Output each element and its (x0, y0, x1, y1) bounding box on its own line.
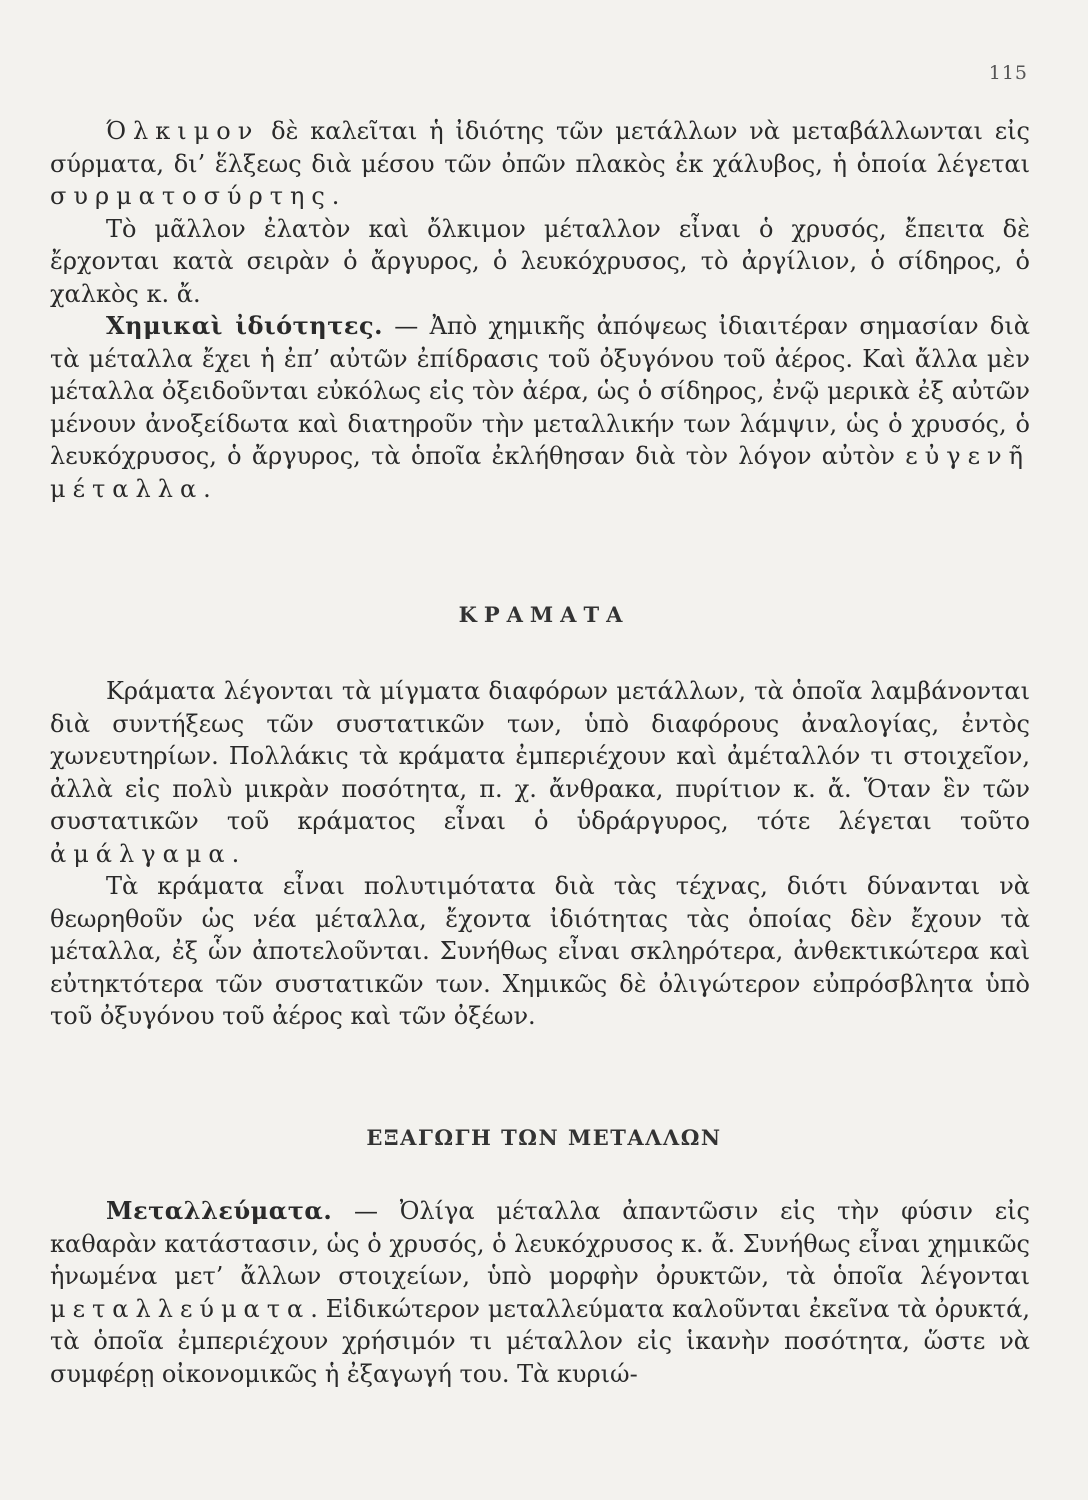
bold-lead: Μεταλλεύματα. (106, 1196, 333, 1225)
paragraph-text: Τὰ κράματα εἶναι πολυτιμότατα διὰ τὰς τέχνας, διότι δύνανται νὰ θεωρηθοῦν ὡς νέα μέταλλα, ἔχοντα ἰδιότητας τὰς ὁποίας δὲν ἔχουν τὰ μέταλλα, ἐξ ὧν ἀποτελοῦνται. Συνήθως εἶναι σκληρότερα, ἀνθεκτικώτερα καὶ εὐτηκτότερα τῶν συστατικῶν των. Χημικῶς δὲ ὀλιγώτερον εὐπρόσβλητα ὑπὸ τοῦ ὀξυγόνου τοῦ ἀέρος καὶ τῶν ὀξέων. (50, 872, 1030, 1030)
spaced-term: μεταλλεύματα (50, 1294, 311, 1323)
paragraph-malleable-metals (50, 213, 1030, 311)
paragraph-chemical-properties (50, 310, 1030, 505)
paragraph-text: Τὸ μᾶλλον ἐλατὸν καὶ ὄλκιμον μέταλλον εἶναι ὁ χρυσός, ἔπειτα δὲ ἔρχονται κατὰ σειρὰν ὁ ἄργυρος, ὁ λευκόχρυσος, τὸ ἀργίλιον, ὁ σίδηρος, ὁ χαλκὸς κ. ἄ. (50, 214, 1030, 308)
section-metal-extraction (50, 1195, 1030, 1390)
paragraph-end: . (331, 182, 340, 210)
spaced-term: συρματοσύρτης (50, 182, 332, 210)
heading-alloys: ΚΡΑΜΑΤΑ (458, 602, 630, 627)
paragraph-text: Κράματα λέγονται τὰ μίγματα διαφόρων μετάλλων, τὰ ὁποῖα λαμβάνονται διὰ συντήξεως τῶν συστατικῶν των, ὑπὸ διαφόρους ἀναλογίας, ἐντὸς χωνευτηρίων. Πολλάκις τὰ κράματα ἐμπεριέχουν καὶ ἀμέταλλόν τι στοιχεῖον, ἀλλὰ εἰς πολὺ μικρὰν ποσότητα, π. χ. ἄνθρακα, πυρίτιον κ. ἄ. Ὅταν ἓν τῶν συστατικῶν τοῦ κράματος εἶναι ὁ ὑδράργυρος, τότε λέγεται τοῦτο (50, 677, 1030, 835)
paragraph-end: . (231, 839, 240, 868)
spaced-term: ἀμάλγαμα (50, 839, 232, 868)
spaced-term: Όλκιμον (106, 117, 260, 145)
paragraph-ductility (50, 115, 1030, 213)
paragraph-text-continued: . Εἰδικώτερον μεταλλεύματα καλοῦνται ἐκεῖνα τὰ ὀρυκτά, τὰ ὁποῖα ἐμπεριέχουν χρήσιμόν τι μέταλλον εἰς ἱκανὴν ποσότητα, ὥστε νὰ συμφέρῃ οἰκονομικῶς ἡ ἐξαγωγή του. Τὰ κυριώ- (50, 1294, 1030, 1388)
page-number: 115 (988, 62, 1028, 84)
section-alloys (50, 675, 1030, 1033)
paragraph-ores (50, 1195, 1030, 1390)
paragraph-text: — Ἀπὸ χημικῆς ἀπόψεως ἰδιαιτέραν σημασίαν διὰ τὰ μέταλλα ἔχει ἡ ἐπ’ αὐτῶν ἐπίδρασις τοῦ ὀξυγόνου τοῦ ἀέρος. Καὶ ἄλλα μὲν μέταλλα ὀξειδοῦνται εὐκόλως εἰς τὸν ἀέρα, ὡς ὁ σίδηρος, ἐνῷ μερικὰ ἐξ αὐτῶν μένουν ἀνοξείδωτα καὶ διατηροῦν τὴν μεταλλικήν των λάμψιν, ὡς ὁ χρυσός, ὁ λευκόχρυσος, ὁ ἄργυρος, τὰ ὁποῖα ἐκλήθησαν διὰ τὸν λόγον αὐτὸν (50, 312, 1030, 470)
paragraph-text: δὲ καλεῖται ἡ ἰδιότης τῶν μετάλλων νὰ μεταβάλλωνται εἰς σύρματα, δι’ ἕλξεως διὰ μέσου τῶν ὀπῶν πλακὸς ἐκ χάλυβος, ἡ ὁποία λέγεται (50, 117, 1030, 178)
paragraph-text: — Ὀλίγα μέταλλα ἀπαντῶσιν εἰς τὴν φύσιν εἰς καθαρὰν κατάστασιν, ὡς ὁ χρυσός, ὁ λευκόχρυσος κ. ἄ. Συνήθως εἶναι χημικῶς ἡνωμένα μετ’ ἄλλων στοιχείων, ὑπὸ μορφὴν ὀρυκτῶν, τὰ ὁποῖα λέγονται (50, 1197, 1030, 1290)
section-metal-properties (50, 115, 1030, 505)
spaced-term: εὐγενῆ μέταλλα (50, 442, 1030, 503)
paragraph-end: . (203, 474, 211, 503)
paragraph-alloys-value (50, 870, 1030, 1033)
paragraph-alloys-definition (50, 675, 1030, 870)
heading-metal-extraction: ΕΞΑΓΩΓΗ ΤΩΝ ΜΕΤΑΛΛΩΝ (366, 1125, 722, 1150)
bold-lead: Χημικαὶ ἰδιότητες. (106, 311, 383, 340)
